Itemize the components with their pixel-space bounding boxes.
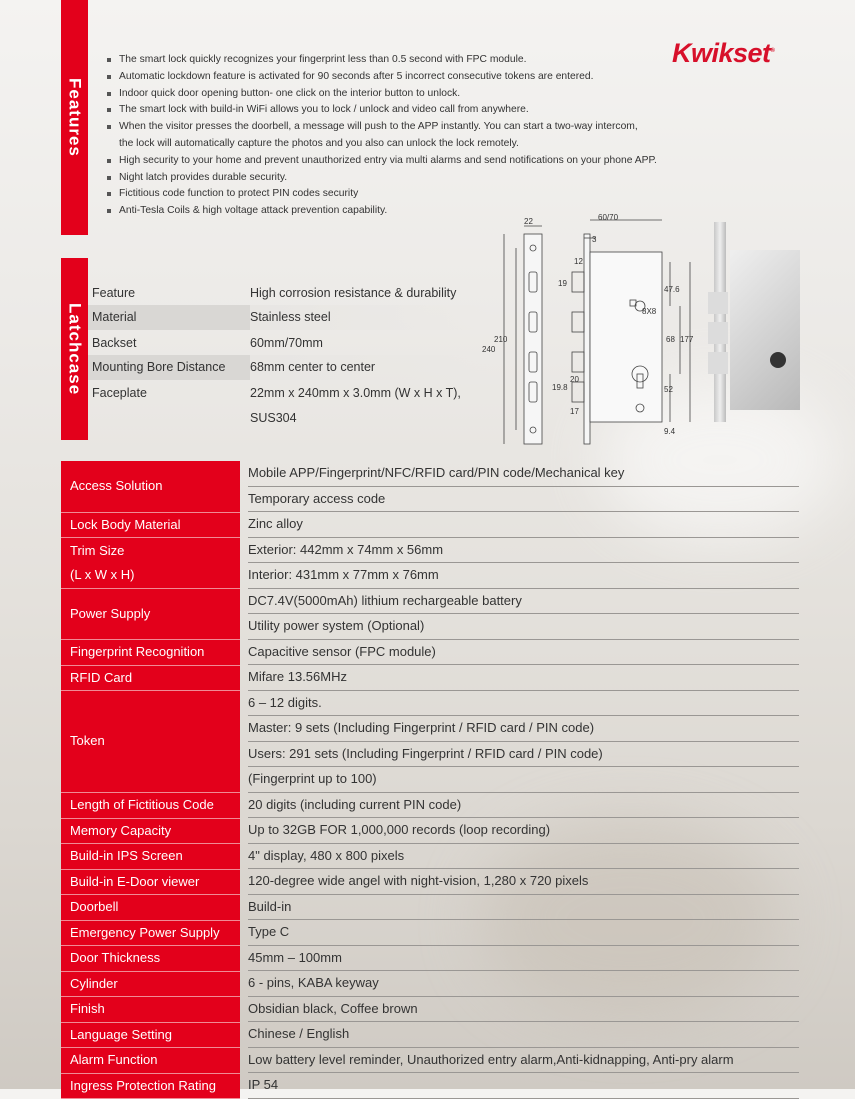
svg-text:19: 19 xyxy=(558,279,567,288)
svg-text:60/70: 60/70 xyxy=(598,213,619,222)
spec-value-line: Exterior: 442mm x 74mm x 56mm xyxy=(248,538,799,564)
spec-value-line: Low battery level reminder, Unauthorized entry alarm,Anti-kidnapping, Anti-pry alarm xyxy=(248,1048,799,1074)
spec-key-text: Trim Size xyxy=(70,542,125,558)
spec-row xyxy=(61,793,799,819)
spec-value-line: Zinc alloy xyxy=(248,512,799,538)
spec-value-line: IP 54 xyxy=(248,1073,799,1099)
spec-row xyxy=(61,691,799,793)
latchcase-product-photo xyxy=(708,222,800,422)
svg-text:47.6: 47.6 xyxy=(664,285,680,294)
spec-value-line: 6 – 12 digits. xyxy=(248,691,799,717)
spec-row xyxy=(61,818,799,844)
spec-value xyxy=(240,971,799,997)
svg-text:3: 3 xyxy=(592,235,597,244)
latch-row-backset: Backset 60mm/70mm xyxy=(92,335,323,350)
svg-text:19.8: 19.8 xyxy=(552,383,568,392)
spec-key xyxy=(61,920,240,946)
feature-item: Indoor quick door opening button- one click on the interior button to unlock. xyxy=(105,86,725,103)
spec-value xyxy=(240,1022,799,1048)
spec-value-line: 4" display, 480 x 800 pixels xyxy=(248,844,799,870)
spec-key xyxy=(61,538,240,589)
features-tab-label: Features xyxy=(65,78,85,157)
spec-key-text: Memory Capacity xyxy=(70,822,172,838)
feature-item: Anti-Tesla Coils & high voltage attack prevention capability. xyxy=(105,203,725,220)
features-list xyxy=(105,52,725,220)
feature-item: High security to your home and prevent unauthorized entry via multi alarms and send notifications on your phone APP. xyxy=(105,153,725,170)
spec-key xyxy=(61,997,240,1023)
spec-key-text: Language Setting xyxy=(70,1026,172,1042)
spec-key xyxy=(61,589,240,640)
spec-value-line: Mobile APP/Fingerprint/NFC/RFID card/PIN code/Mechanical key xyxy=(248,461,799,487)
feature-item: The smart lock quickly recognizes your fingerprint less than 0.5 second with FPC module. xyxy=(105,52,725,69)
spec-key-text: Ingress Protection Rating xyxy=(70,1077,216,1093)
spec-value-line: Obsidian black, Coffee brown xyxy=(248,997,799,1023)
spec-value-line: 45mm – 100mm xyxy=(248,946,799,972)
spec-row xyxy=(61,461,799,512)
spec-row xyxy=(61,946,799,972)
spec-key-text: Door Thickness xyxy=(70,950,161,965)
svg-text:52: 52 xyxy=(664,385,673,394)
spec-row xyxy=(61,665,799,691)
spec-value xyxy=(240,920,799,946)
spec-key-text: Finish xyxy=(70,1001,105,1016)
kwikset-logo: Kwikset® xyxy=(672,38,775,68)
latch-row-faceplate: Faceplate 22mm x 240mm x 3.0mm (W x H x T), xyxy=(92,385,461,400)
svg-text:20: 20 xyxy=(570,375,579,384)
feature-item: Fictitious code function to protect PIN codes security xyxy=(105,186,725,203)
spec-key xyxy=(61,844,240,870)
spec-key xyxy=(61,640,240,666)
svg-text:12: 12 xyxy=(574,257,583,266)
latchcase-tab-label: Latchcase xyxy=(65,302,85,396)
spec-key-text: (L x W x H) xyxy=(70,567,135,582)
spec-row xyxy=(61,1048,799,1074)
spec-row xyxy=(61,920,799,946)
svg-text:22: 22 xyxy=(524,217,533,226)
spec-row xyxy=(61,538,799,589)
features-tab xyxy=(61,0,88,235)
spec-row xyxy=(61,640,799,666)
spec-key xyxy=(61,946,240,972)
spec-value-line: Users: 291 sets (Including Fingerprint / RFID card / PIN code) xyxy=(248,742,799,768)
spec-row xyxy=(61,971,799,997)
svg-text:177: 177 xyxy=(680,335,694,344)
spec-row xyxy=(61,997,799,1023)
spec-key xyxy=(61,461,240,512)
spec-value-line: Utility power system (Optional) xyxy=(248,614,799,640)
feature-item: Automatic lockdown feature is activated for 90 seconds after 5 incorrect consecutive tokens are entered. xyxy=(105,69,725,86)
latchcase-table xyxy=(88,280,490,430)
spec-row xyxy=(61,895,799,921)
feature-item-continuation: the lock will automatically capture the photos and you also can unlock the lock remotely. xyxy=(119,137,519,149)
spec-value xyxy=(240,793,799,819)
spec-key-text: Cylinder xyxy=(70,975,118,991)
spec-value xyxy=(240,691,799,793)
spec-row xyxy=(61,1022,799,1048)
spec-key xyxy=(61,793,240,819)
spec-value xyxy=(240,818,799,844)
spec-key-text: Token xyxy=(70,733,105,749)
spec-key xyxy=(61,869,240,895)
latchcase-technical-drawing xyxy=(480,212,700,452)
spec-key xyxy=(61,971,240,997)
spec-key-text: Build-in IPS Screen xyxy=(70,848,183,863)
latchcase-tab xyxy=(61,258,88,440)
spec-row xyxy=(61,869,799,895)
spec-key xyxy=(61,1073,240,1099)
spec-row xyxy=(61,844,799,870)
latch-row-material: Material Stainless steel xyxy=(88,305,490,330)
spec-value-line: (Fingerprint up to 100) xyxy=(248,767,799,793)
spec-value xyxy=(240,512,799,538)
spec-key-text: Emergency Power Supply xyxy=(70,924,220,940)
spec-value-line: 6 - pins, KABA keyway xyxy=(248,971,799,997)
svg-text:240: 240 xyxy=(482,345,496,354)
spec-key xyxy=(61,665,240,691)
svg-text:17: 17 xyxy=(570,407,579,416)
svg-text:9.4: 9.4 xyxy=(664,427,676,436)
spec-key xyxy=(61,895,240,921)
spec-value xyxy=(240,844,799,870)
spec-value xyxy=(240,665,799,691)
latch-row-feature: Feature High corrosion resistance & durability xyxy=(92,285,457,300)
spec-value xyxy=(240,869,799,895)
spec-key xyxy=(61,1022,240,1048)
svg-text:210: 210 xyxy=(494,335,508,344)
spec-value xyxy=(240,997,799,1023)
spec-key-text: Alarm Function xyxy=(70,1052,158,1067)
latch-row-bore: Mounting Bore Distance 68mm center to center xyxy=(88,355,490,380)
feature-item: When the visitor presses the doorbell, a message will push to the APP instantly. You can start a two-way intercom, xyxy=(105,119,725,136)
feature-item: The smart lock with build-in WiFi allows you to lock / unlock and video call from anywhere. xyxy=(105,102,725,119)
spec-key-text: Power Supply xyxy=(70,605,151,621)
spec-key-text: Doorbell xyxy=(70,899,119,914)
spec-value xyxy=(240,1048,799,1074)
spec-value-line: 20 digits (including current PIN code) xyxy=(248,793,799,819)
spec-key-text: Lock Body Material xyxy=(70,516,181,532)
spec-value-line: Interior: 431mm x 77mm x 76mm xyxy=(248,563,799,589)
spec-key-text: Fingerprint Recognition xyxy=(70,644,205,659)
spec-value-line: Up to 32GB FOR 1,000,000 records (loop recording) xyxy=(248,818,799,844)
svg-text:8X8: 8X8 xyxy=(642,307,657,316)
spec-value xyxy=(240,640,799,666)
spec-key xyxy=(61,818,240,844)
spec-value xyxy=(240,461,799,512)
spec-value xyxy=(240,946,799,972)
spec-value-line: Mifare 13.56MHz xyxy=(248,665,799,691)
spec-value-line: 120-degree wide angel with night-vision, 1,280 x 720 pixels xyxy=(248,869,799,895)
spec-key xyxy=(61,691,240,793)
svg-text:68: 68 xyxy=(666,335,675,344)
spec-key xyxy=(61,512,240,538)
spec-key xyxy=(61,1048,240,1074)
spec-key-text: RFID Card xyxy=(70,669,133,685)
spec-value xyxy=(240,589,799,640)
spec-value-line: Capacitive sensor (FPC module) xyxy=(248,640,799,666)
specifications-table xyxy=(61,461,799,1099)
spec-key-text: Build-in E-Door viewer xyxy=(70,873,200,889)
spec-value xyxy=(240,538,799,589)
spec-row xyxy=(61,512,799,538)
spec-value-line: DC7.4V(5000mAh) lithium rechargeable battery xyxy=(248,589,799,615)
spec-value xyxy=(240,1073,799,1099)
spec-key-text: Access Solution xyxy=(70,478,163,493)
feature-item: Night latch provides durable security. xyxy=(105,170,725,187)
spec-key-text: Length of Fictitious Code xyxy=(70,797,214,812)
spec-value-line: Build-in xyxy=(248,895,799,921)
spec-value xyxy=(240,895,799,921)
latch-row-faceplate-material: SUS304 xyxy=(250,410,297,425)
spec-row xyxy=(61,1073,799,1099)
spec-value-line: Chinese / English xyxy=(248,1022,799,1048)
spec-value-line: Temporary access code xyxy=(248,487,799,513)
spec-value-line: Master: 9 sets (Including Fingerprint / RFID card / PIN code) xyxy=(248,716,799,742)
spec-value-line: Type C xyxy=(248,920,799,946)
spec-row xyxy=(61,589,799,640)
